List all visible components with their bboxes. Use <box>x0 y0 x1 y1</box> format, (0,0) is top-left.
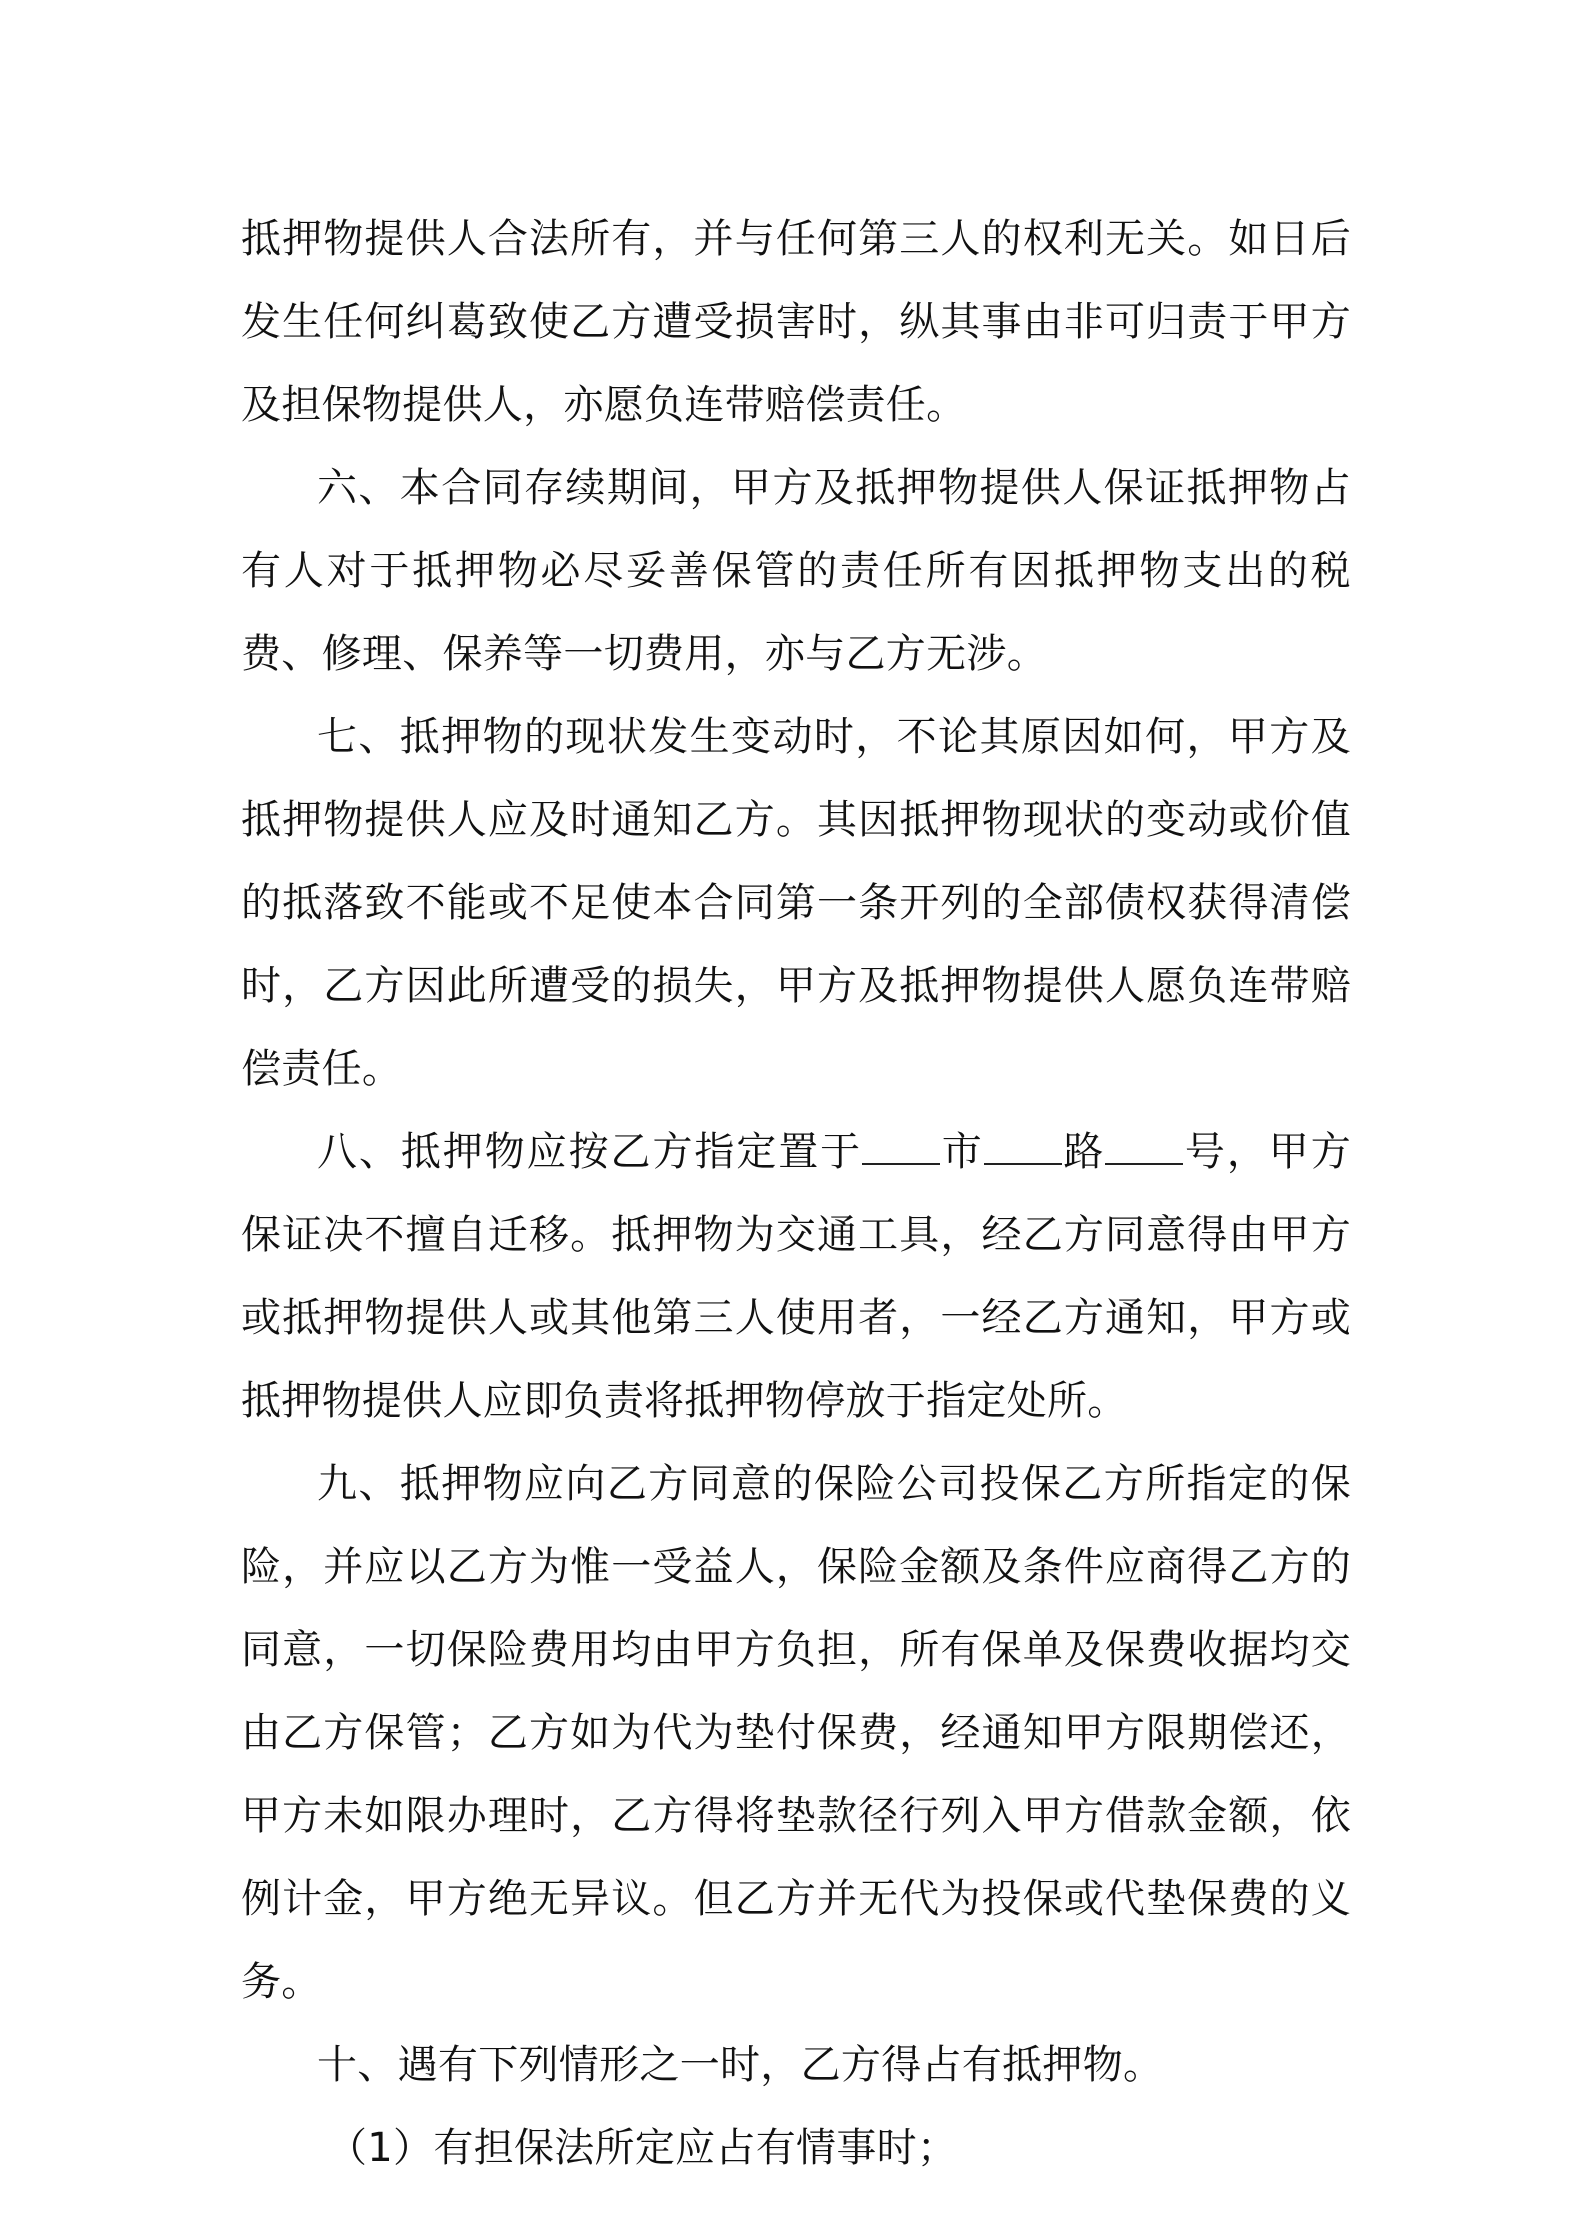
blank-number <box>1105 1129 1183 1165</box>
paragraph-8-part3: 路 <box>1061 1129 1106 1175</box>
paragraph-8 <box>241 1111 1351 1443</box>
document-body <box>241 198 1351 2190</box>
paragraph-10-item-1: （1）有担保法所定应占有情事时； <box>327 2125 958 2171</box>
paragraph-9: 九、抵押物应向乙方同意的保险公司投保乙方所指定的保险，并应以乙方为惟一受益人，保险金额及条件应商得乙方的同意，一切保险费用均由甲方负担，所有保单及保费收据均交由乙方保管；乙方如为代为垫付保费，经通知甲方限期偿还，甲方未如限办理时，乙方得将垫款径行列入甲方借款金额，依例计金，甲方绝无异议。但乙方并无代为投保或代垫保费的义务。 <box>241 1461 1351 2005</box>
paragraph-8-part2: 市 <box>940 1129 984 1175</box>
paragraph-5-continued: 抵押物提供人合法所有，并与任何第三人的权利无关。如日后发生任何纠葛致使乙方遭受损害时，纵其事由非可归责于甲方及担保物提供人，亦愿负连带赔偿责任。 <box>241 216 1351 428</box>
paragraph-10: 十、遇有下列情形之一时，乙方得占有抵押物。 <box>317 2042 1164 2088</box>
paragraph-8-part1: 八、抵押物应按乙方指定置于 <box>317 1129 863 1175</box>
paragraph-7: 七、抵押物的现状发生变动时，不论其原因如何，甲方及抵押物提供人应及时通知乙方。其因抵押物现状的变动或价值的抵落致不能或不足使本合同第一条开列的全部债权获得清偿时，乙方因此所遭受的损失，甲方及抵押物提供人愿负连带赔偿责任。 <box>241 714 1351 1092</box>
paragraph-6: 六、本合同存续期间，甲方及抵押物提供人保证抵押物占有人对于抵押物必尽妥善保管的责任所有因抵押物支出的税费、修理、保养等一切费用，亦与乙方无涉。 <box>241 465 1351 677</box>
blank-city <box>862 1129 940 1165</box>
blank-road <box>984 1129 1062 1165</box>
paragraph-8-part4: 号，甲方保证决不擅自迁移。抵押物为交通工具，经乙方同意得由甲方或抵押物提供人或其他第三人使用者，一经乙方通知，甲方或抵押物提供人应即负责将抵押物停放于指定处所。 <box>241 1129 1352 1424</box>
